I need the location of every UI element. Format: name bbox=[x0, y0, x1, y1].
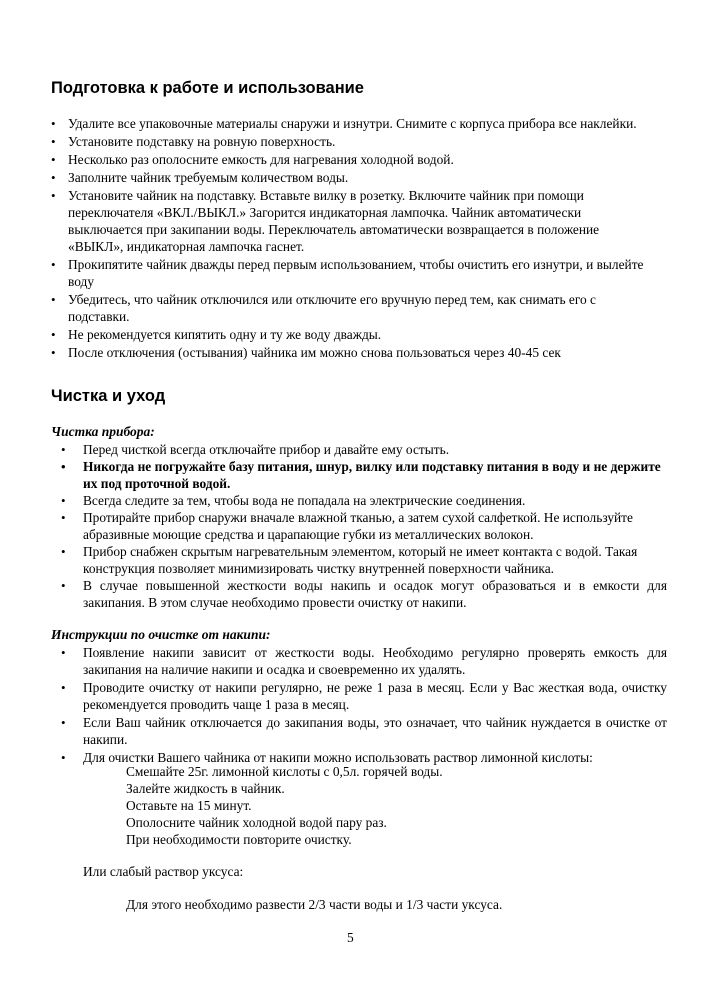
list-item bbox=[61, 543, 667, 577]
list-item-text: Перед чисткой всегда отключайте прибор и давайте ему остыть. bbox=[83, 442, 450, 457]
bullet: • bbox=[51, 170, 56, 185]
bullet: • bbox=[61, 493, 66, 508]
list-item bbox=[51, 256, 651, 290]
list-item bbox=[61, 577, 667, 611]
section-title-preparation: Подготовка к работе и использование bbox=[51, 79, 364, 97]
list-item bbox=[61, 714, 667, 748]
bullet: • bbox=[61, 715, 66, 730]
list-item-text: Прокипятите чайник дважды перед первым использованием, чтобы очистить его изнутри, и вылейте воду bbox=[68, 257, 644, 289]
step-line: Смешайте 25г. лимонной кислоты с 0,5л. горячей воды. bbox=[126, 764, 443, 779]
list-item-text: Всегда следите за тем, чтобы вода не попадала на электрические соединения. bbox=[83, 493, 526, 508]
list-item bbox=[61, 509, 667, 543]
section-title-cleaning: Чистка и уход bbox=[51, 387, 166, 405]
list-item-text: Если Ваш чайник отключается до закипания воды, это означает, что чайник нуждается в очистке от накипи. bbox=[83, 715, 667, 747]
list-item-text: Убедитесь, что чайник отключился или отключите его вручную перед тем, как снимать его с подставки. bbox=[68, 292, 596, 324]
bullet: • bbox=[51, 152, 56, 167]
bullet: • bbox=[61, 544, 66, 559]
list-item bbox=[51, 344, 651, 361]
citric-acid-steps bbox=[126, 763, 443, 848]
list-item-text: Заполните чайник требуемым количеством воды. bbox=[68, 170, 349, 185]
bullet: • bbox=[61, 680, 66, 695]
list-item-text: Установите подставку на ровную поверхность. bbox=[68, 134, 336, 149]
subtitle-descaling: Инструкции по очистке от накипи: bbox=[51, 627, 271, 642]
subtitle-cleaning: Чистка прибора: bbox=[51, 424, 155, 439]
bullet: • bbox=[51, 188, 56, 203]
list-item-text: Установите чайник на подставку. Вставьте вилку в розетку. Включите чайник при помощи переключателя «ВКЛ./ВЫКЛ.» Загорится индикаторная лампочка. Чайник автоматически выключается при закипании воды. Переключатель автоматически возвращается в положение «ВЫКЛ», индикаторная лампочка гаснет. bbox=[68, 188, 600, 254]
list-item-text: Проводите очистку от накипи регулярно, не реже 1 раза в месяц. Если у Вас жесткая вода, очистку рекомендуется проводить чаще 1 раза в месяц. bbox=[83, 680, 667, 712]
bullet: • bbox=[61, 459, 66, 474]
list-item bbox=[51, 169, 651, 186]
list-item-text: В случае повышенной жесткости воды накипь и осадок могут образоваться и в емкости для закипания. В этом случае необходимо провести очистку от накипи. bbox=[83, 578, 667, 610]
bullet: • bbox=[51, 134, 56, 149]
list-item bbox=[51, 133, 651, 150]
list-item-text: Никогда не погружайте базу питания, шнур, вилку или подставку питания в воду и не держите их под проточной водой. bbox=[83, 459, 661, 491]
step-line: Залейте жидкость в чайник. bbox=[126, 781, 285, 796]
list-item-text: Появление накипи зависит от жесткости воды. Необходимо регулярно проверять емкость для закипания на наличие накипи и осадка и своевременно их удалять. bbox=[83, 645, 667, 677]
cleaning-list bbox=[61, 441, 667, 611]
list-item-text: Не рекомендуется кипятить одну и ту же воду дважды. bbox=[68, 327, 382, 342]
step-line: При необходимости повторите очистку. bbox=[126, 832, 352, 847]
list-item bbox=[51, 151, 651, 168]
vinegar-instruction: Для этого необходимо развести 2/3 части воды и 1/3 части уксуса. bbox=[126, 897, 503, 912]
bullet: • bbox=[61, 510, 66, 525]
list-item bbox=[61, 441, 667, 458]
bullet: • bbox=[51, 257, 56, 272]
list-item bbox=[61, 679, 667, 713]
list-item bbox=[51, 326, 651, 343]
bullet: • bbox=[51, 327, 56, 342]
list-item bbox=[51, 187, 651, 255]
list-item-text: Для очистки Вашего чайника от накипи можно использовать раствор лимонной кислоты: bbox=[83, 750, 593, 765]
list-item-text: После отключения (остывания) чайника им можно снова пользоваться через 40-45 сек bbox=[68, 345, 561, 360]
bullet: • bbox=[61, 750, 66, 765]
list-item bbox=[61, 644, 667, 678]
bullet: • bbox=[61, 442, 66, 457]
list-item bbox=[61, 492, 667, 509]
bullet: • bbox=[51, 292, 56, 307]
list-item-text: Прибор снабжен скрытым нагревательным элементом, который не имеет контакта с водой. Такая конструкция позволяет минимизировать чистку внутренней поверхности чайника. bbox=[83, 544, 638, 576]
list-item-text: Несколько раз ополосните емкость для нагревания холодной водой. bbox=[68, 152, 454, 167]
bullet: • bbox=[51, 116, 56, 131]
list-item-text: Протирайте прибор снаружи вначале влажной тканью, а затем сухой салфеткой. Не используйте абразивные моющие средства и царапающие губки из металлических волокон. bbox=[83, 510, 633, 542]
descaling-list bbox=[61, 644, 667, 766]
vinegar-alternative: Или слабый раствор уксуса: bbox=[83, 864, 244, 879]
bullet: • bbox=[51, 345, 56, 360]
bullet: • bbox=[61, 578, 66, 593]
list-item bbox=[51, 115, 651, 132]
bullet: • bbox=[61, 645, 66, 660]
step-line: Оставьте на 15 минут. bbox=[126, 798, 252, 813]
preparation-list bbox=[51, 115, 651, 361]
list-item bbox=[51, 291, 651, 325]
step-line: Ополосните чайник холодной водой пару раз. bbox=[126, 815, 387, 830]
page-number: 5 bbox=[347, 930, 354, 945]
list-item-text: Удалите все упаковочные материалы снаружи и изнутри. Снимите с корпуса прибора все наклейки. bbox=[68, 116, 637, 131]
list-item bbox=[61, 458, 667, 492]
